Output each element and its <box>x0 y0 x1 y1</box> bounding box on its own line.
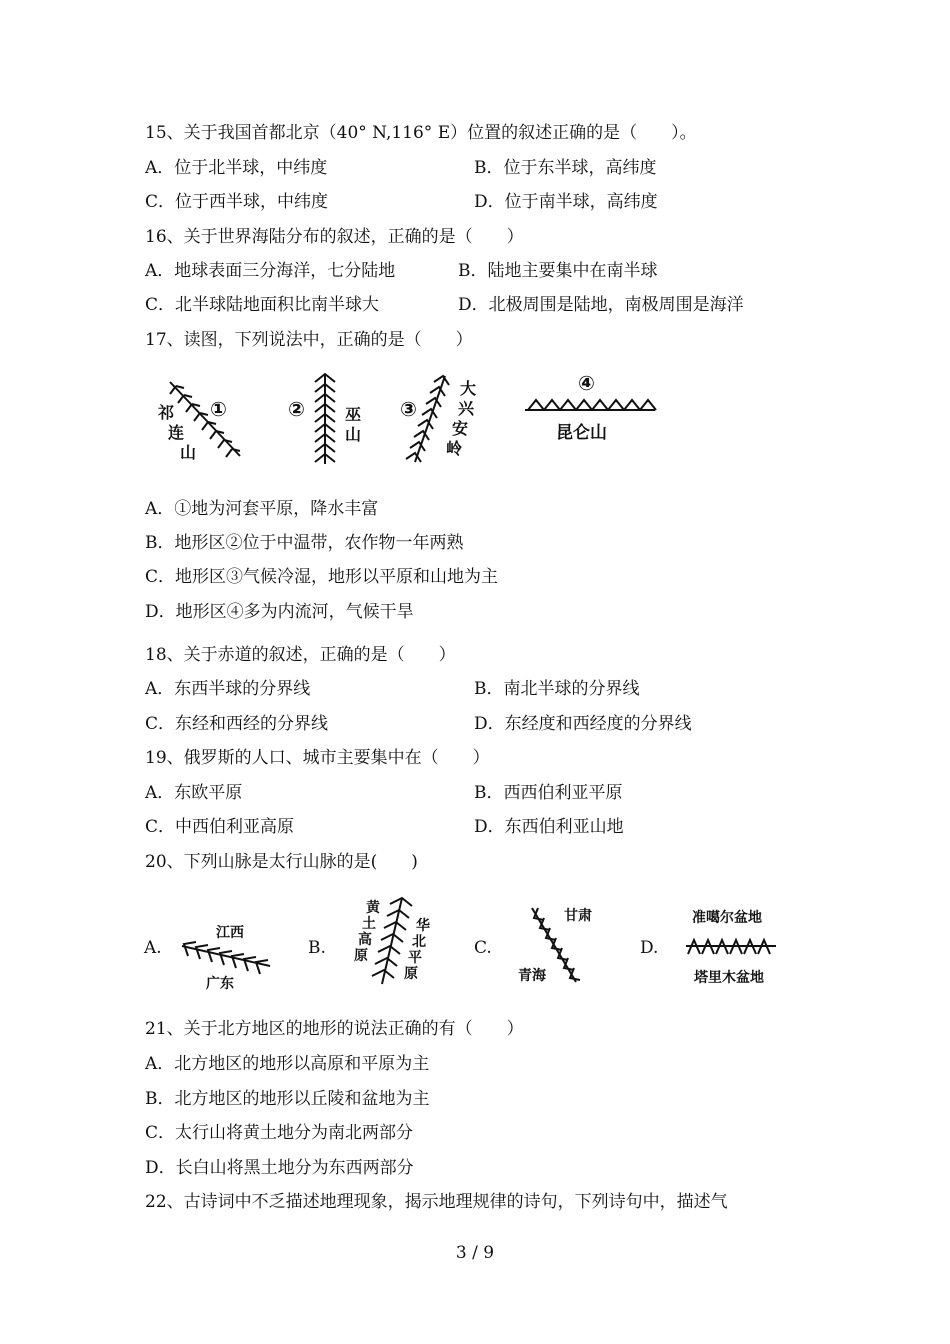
q18-option-b: B．南北半球的分界线 <box>474 679 640 699</box>
mountain-3-number: ③ <box>400 397 417 421</box>
q18-option-c: C．东经和西经的分界线 <box>145 714 329 734</box>
q21-option-a: A．北方地区的地形以高原和平原为主 <box>145 1054 430 1074</box>
q19-option-b: B．西西伯利亚平原 <box>474 783 623 803</box>
q20-option-c-bottom-label: 青海 <box>518 968 546 984</box>
q16-option-b: B．陆地主要集中在南半球 <box>458 261 658 281</box>
q20-option-b-right-char-4: 原 <box>404 966 418 982</box>
mountain-1-char-1: 祁 <box>158 403 175 422</box>
q20-option-a-letter: A. <box>144 938 162 958</box>
q16-option-d: D．北极周围是陆地，南极周围是海洋 <box>458 295 744 315</box>
mountain-2-char-2: 山 <box>345 425 362 444</box>
q20-option-c-letter: C. <box>474 938 492 958</box>
q15-option-a: A．位于北半球，中纬度 <box>145 158 328 178</box>
mountain-2-char-1: 巫 <box>345 405 362 424</box>
q20-option-b-right-char-3: 平 <box>408 950 422 966</box>
mountain-4-number: ④ <box>578 371 595 395</box>
mountain-3-char-2: 兴 <box>458 399 475 418</box>
mountain-1-char-2: 连 <box>168 423 185 442</box>
q20-option-d-symbol <box>686 940 776 954</box>
q17-option-c: C．地形区③气候冷湿，地形以平原和山地为主 <box>145 567 499 587</box>
q19-stem: 19、俄罗斯的人口、城市主要集中在（ ） <box>145 748 490 768</box>
q20-option-c-top-label: 甘肃 <box>564 908 592 924</box>
q20-options-figure <box>140 890 800 1000</box>
q20-option-b-left-char-1: 黄 <box>366 900 380 916</box>
q16-option-c: C．北半球陆地面积比南半球大 <box>145 295 380 315</box>
q15-option-b: B．位于东半球，高纬度 <box>474 158 657 178</box>
q16-option-a: A．地球表面三分海洋，七分陆地 <box>145 261 396 281</box>
q17-option-b: B．地形区②位于中温带，农作物一年两熟 <box>145 533 464 553</box>
q18-option-d: D．东经度和西经度的分界线 <box>474 714 692 734</box>
q22-stem: 22、古诗词中不乏描述地理现象，揭示地理规律的诗句，下列诗句中，描述气 <box>145 1192 728 1212</box>
q21-option-d: D．长白山将黑土地分为东西两部分 <box>145 1158 414 1178</box>
q21-option-c: C．太行山将黄土地分为南北两部分 <box>145 1123 414 1143</box>
q19-option-d: D．东西伯利亚山地 <box>474 817 624 837</box>
q17-option-d: D．地形区④多为内流河，气候干旱 <box>145 602 414 622</box>
mountain-4-symbol <box>525 400 656 410</box>
q20-option-a-symbol <box>182 942 270 974</box>
q18-stem: 18、关于赤道的叙述，正确的是（ ） <box>145 645 456 665</box>
mountain-2-number: ② <box>288 397 305 421</box>
q17-mountains-figure <box>150 368 670 468</box>
q20-option-d-top-label: 准噶尔盆地 <box>692 910 762 926</box>
q20-option-b-left-char-3: 高 <box>358 932 372 948</box>
q20-option-b-left-char-4: 原 <box>354 948 368 964</box>
q20-stem: 20、下列山脉是太行山脉的是( ) <box>145 852 418 872</box>
q20-option-d-bottom-label: 塔里木盆地 <box>694 970 764 986</box>
mountain-4-name: 昆仑山 <box>556 423 607 443</box>
q21-option-b: B．北方地区的地形以丘陵和盆地为主 <box>145 1089 430 1109</box>
page-number: 3 / 9 <box>455 1243 495 1263</box>
q16-stem: 16、关于世界海陆分布的叙述，正确的是（ ） <box>145 227 524 247</box>
q20-option-b-right-char-1: 华 <box>416 918 430 934</box>
q20-option-a-bottom-label: 广东 <box>206 976 234 992</box>
q19-option-a: A．东欧平原 <box>145 783 243 803</box>
q20-option-a-top-label: 江西 <box>216 925 244 941</box>
q17-stem: 17、读图，下列说法中，正确的是（ ） <box>145 330 473 350</box>
mountain-1-number: ① <box>210 397 227 421</box>
q20-option-b-letter: B. <box>308 938 326 958</box>
q20-option-d-letter: D. <box>640 938 659 958</box>
q15-stem: 15、关于我国首都北京（40° N,116° E）位置的叙述正确的是（ ）。 <box>145 123 697 143</box>
mountain-3-char-3: 安 <box>452 419 469 438</box>
q15-option-d: D．位于南半球，高纬度 <box>474 192 658 212</box>
q19-option-c: C．中西伯利亚高原 <box>145 817 295 837</box>
mountain-3-char-4: 岭 <box>446 439 463 458</box>
mountain-2-symbol <box>315 374 335 464</box>
mountain-1-char-3: 山 <box>180 443 197 462</box>
q20-option-b-right-char-2: 北 <box>412 934 426 950</box>
mountain-3-char-1: 大 <box>460 379 477 398</box>
q17-option-a: A．①地为河套平原，降水丰富 <box>145 499 379 519</box>
q18-option-a: A．东西半球的分界线 <box>145 679 311 699</box>
q15-option-c: C．位于西半球，中纬度 <box>145 192 329 212</box>
q21-stem: 21、关于北方地区的地形的说法正确的有（ ） <box>145 1019 524 1039</box>
q20-option-b-left-char-2: 土 <box>362 916 376 932</box>
